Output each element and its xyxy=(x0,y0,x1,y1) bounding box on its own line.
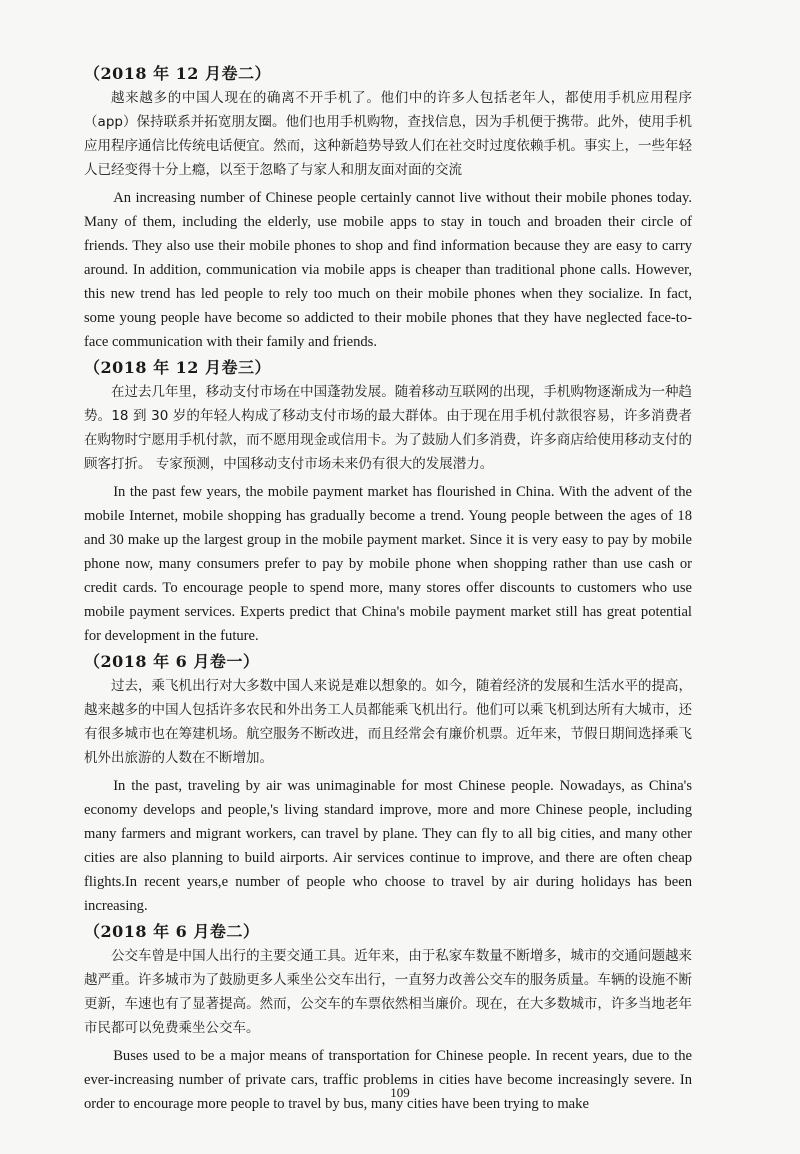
section-heading: （2018 年 6 月卷一） xyxy=(84,652,260,671)
section-heading: （2018 年 6 月卷二） xyxy=(84,922,260,941)
page-number: 109 xyxy=(390,1085,410,1100)
english-paragraph: In the past, traveling by air was unimaginable for most Chinese people. Nowadays, as China's economy develops and people,'s living standard improve, more and more Chinese people, including many farmers and migrant workers, can travel by plane. They can fly to all big cities, and many other cities are also planning to build airports. Air services continue to improve, and there are often cheap flights.In recent years,e number of people who choose to travel by air during holidays has been increasing. xyxy=(84,778,692,914)
chinese-paragraph: 在过去几年里，移动支付市场在中国蓬勃发展。随着移动互联网的出现，手机购物逐渐成为一种趋势。18 到 30 岁的年轻人构成了移动支付市场的最大群体。由于现在用手机付款很容易，许多消费者在购物时宁愿用手机付款，而不愿用现金或信用卡。为了鼓励人们多消费，许多商店给使用移动支付的顾客打折。 专家预测，中国移动支付市场未来仍有很大的发展潜力。 xyxy=(84,384,692,472)
section-2018-dec-3 xyxy=(84,356,692,648)
section-heading: （2018 年 12 月卷二） xyxy=(84,64,272,83)
section-2018-dec-2 xyxy=(84,62,692,354)
chinese-paragraph: 越来越多的中国人现在的确离不开手机了。他们中的许多人包括老年人，都使用手机应用程序（app）保持联系并拓宽朋友圈。他们也用手机购物，查找信息，因为手机便于携带。此外，使用手机应用程序通信比传统电话便宜。然而，这种新趋势导致人们在社交时过度依赖手机。事实上，一些年轻人已经变得十分上瘾，以至于忽略了与家人和朋友面对面的交流 xyxy=(84,90,692,178)
chinese-paragraph: 公交车曾是中国人出行的主要交通工具。近年来，由于私家车数量不断增多，城市的交通问题越来越严重。许多城市为了鼓励更多人乘坐公交车出行，一直努力改善公交车的服务质量。车辆的设施不断更新，车速也有了显著提高。然而，公交车的车票依然相当廉价。现在，在大多数城市，许多当地老年市民都可以免费乘坐公交车。 xyxy=(84,948,692,1036)
section-heading: （2018 年 12 月卷三） xyxy=(84,358,272,377)
chinese-paragraph: 过去，乘飞机出行对大多数中国人来说是难以想象的。如今，随着经济的发展和生活水平的提高，越来越多的中国人包括许多农民和外出务工人员都能乘飞机出行。他们可以乘飞机到达所有大城市，还有很多城市也在筹建机场。航空服务不断改进，而且经常会有廉价机票。近年来，节假日期间选择乘飞机外出旅游的人数在不断增加。 xyxy=(84,678,692,766)
english-paragraph: Buses used to be a major means of transportation for Chinese people. In recent years, due to the ever-increasing number of private cars, traffic problems in cities have become increasingly severe. In order to encourage more people to travel by bus, many cities have been trying to make xyxy=(84,1048,692,1112)
english-paragraph: In the past few years, the mobile payment market has flourished in China. With the advent of the mobile Internet, mobile shopping has gradually become a trend. Young people between the ages of 18 and 30 make up the largest group in the mobile payment market. Since it is very easy to pay by mobile phone now, many consumers prefer to pay by mobile phone when shopping rather than use cash or credit cards. To encourage people to spend more, many stores offer discounts to customers who use mobile payment services. Experts predict that China's mobile payment market still has great potential for development in the future. xyxy=(84,484,692,644)
section-2018-jun-1 xyxy=(84,650,692,918)
document-page xyxy=(84,62,692,1118)
english-paragraph: An increasing number of Chinese people certainly cannot live without their mobile phones today. Many of them, including the elderly, use mobile apps to stay in touch and broaden their circle of friends. They also use their mobile phones to shop and find information because they are easy to carry around. In addition, communication via mobile apps is cheaper than traditional phone calls. However, this new trend has led people to rely too much on their mobile phones when they socialize. In fact, some young people have become so addicted to their mobile phones that they have neglected face-to-face communication with their family and friends. xyxy=(84,190,692,350)
